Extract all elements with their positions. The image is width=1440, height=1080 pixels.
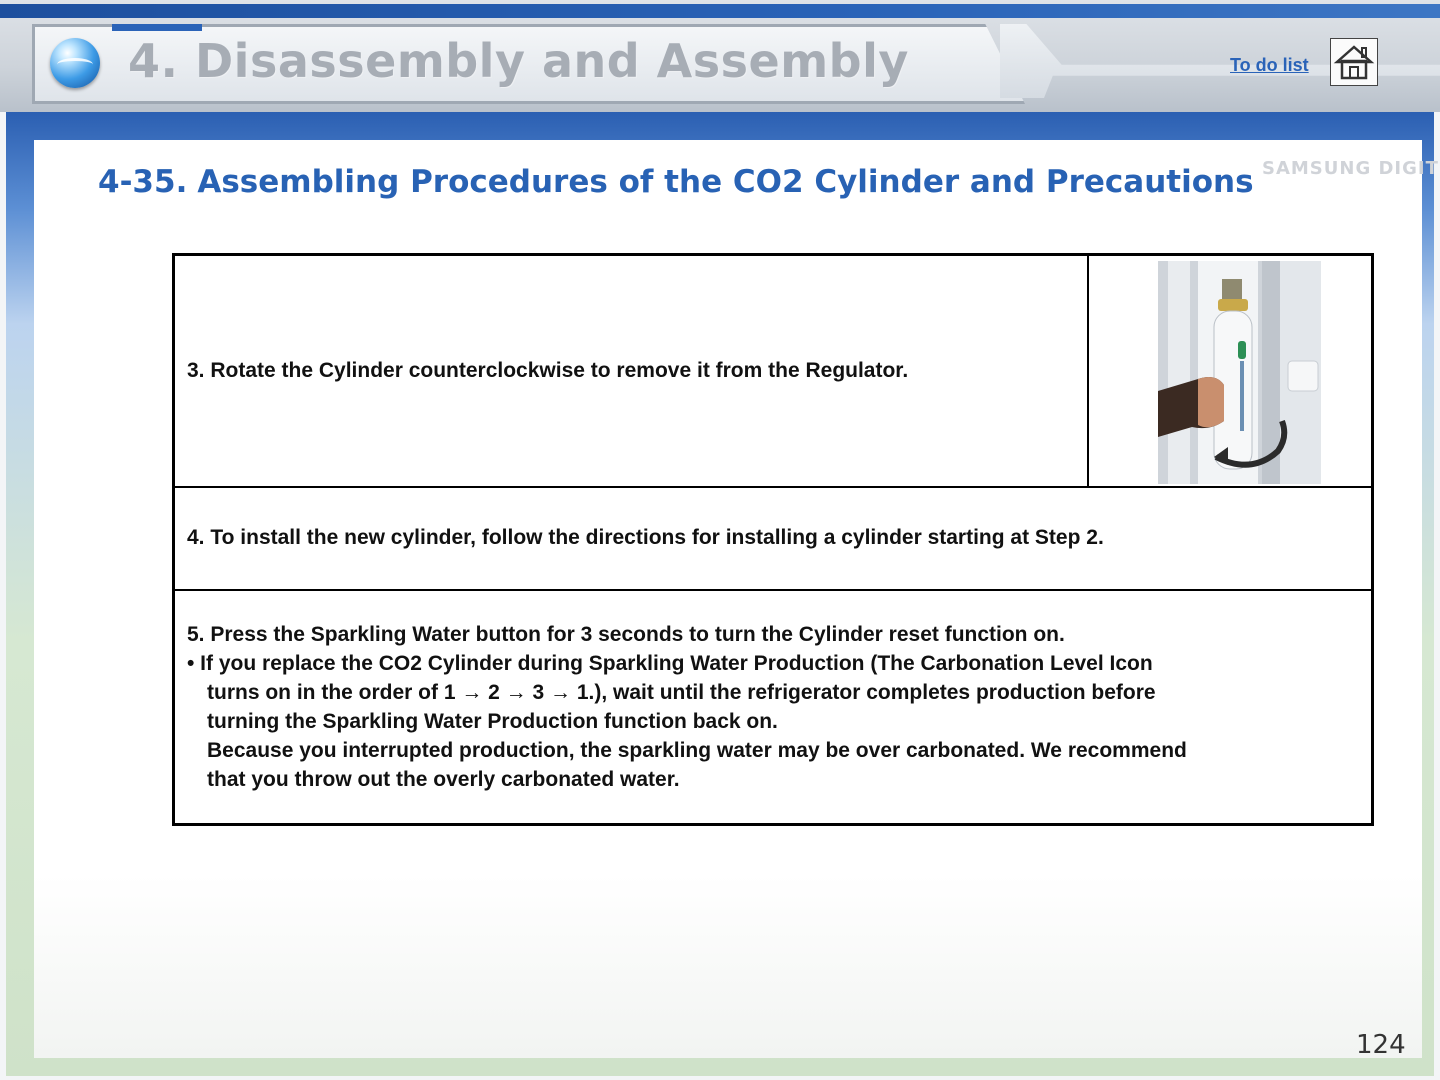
todo-list-link[interactable]: To do list	[1230, 55, 1309, 75]
step4-text: 4. To install the new cylinder, follow the directions for installing a cylinder starting at Step 2.	[187, 526, 1104, 549]
page-title: 4. Disassembly and Assembly	[128, 34, 909, 88]
step3-text: 3. Rotate the Cylinder counterclockwise to remove it from the Regulator.	[187, 359, 909, 382]
section-heading	[98, 164, 1254, 200]
step5-bullet-line-1: • If you replace the CO2 Cylinder during Sparkling Water Production (The Carbonation Level Icon	[187, 652, 1153, 675]
cylinder-illustration	[1158, 261, 1321, 484]
home-icon	[1331, 39, 1377, 85]
step5-bullet-line-3: turning the Sparkling Water Production function back on.	[207, 710, 778, 733]
globe-icon	[50, 38, 100, 88]
step5-note-line-2: that you throw out the overly carbonated water.	[207, 768, 680, 791]
cylinder-photo	[1158, 261, 1321, 484]
step5-note-line-1: Because you interrupted production, the sparkling water may be over carbonated. We recommend	[207, 739, 1187, 762]
section-number: 4-35.	[98, 164, 188, 200]
step5-block	[187, 620, 1187, 794]
table-row-step3	[175, 256, 1371, 488]
brand-watermark: SAMSUNG DIGIT	[1262, 158, 1439, 179]
column-divider	[1087, 256, 1089, 488]
table-row-step4	[175, 488, 1371, 591]
table-row-step5	[175, 591, 1371, 823]
home-button[interactable]	[1330, 38, 1378, 86]
step5-bullet-line-2: turns on in the order of 1 → 2 → 3 → 1.), wait until the refrigerator completes production before	[207, 681, 1156, 704]
step5-title: 5. Press the Sparkling Water button for 3 seconds to turn the Cylinder reset function on.	[187, 623, 1065, 646]
header-accent-tick	[112, 24, 202, 31]
section-title: Assembling Procedures of the CO2 Cylinder and Precautions	[197, 164, 1254, 200]
header-accent-line	[0, 4, 1440, 18]
page-number: 124	[1356, 1030, 1406, 1060]
steps-table	[172, 253, 1374, 826]
